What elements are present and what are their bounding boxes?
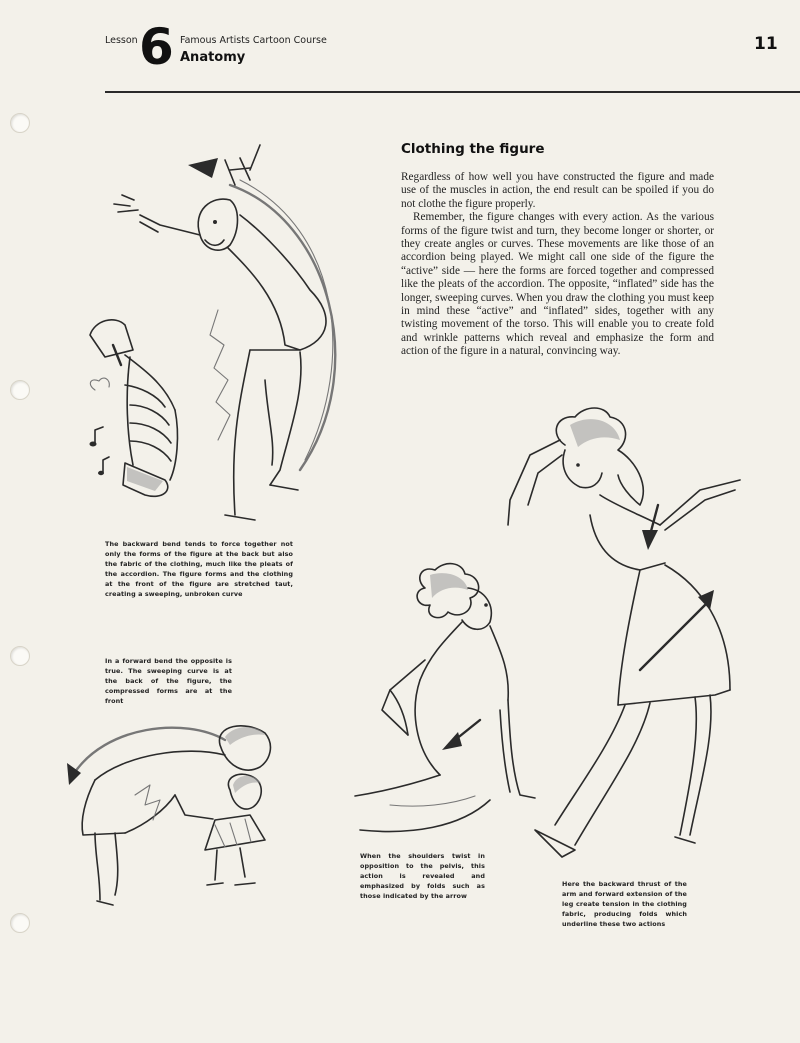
binder-hole-2 [10, 380, 30, 400]
caption-backward-thrust: Here the backward thrust of the arm and forward extension of the leg create tension in the clothing fabric, producing folds which underline these two actions [562, 880, 687, 928]
caption-backward-bend: The backward bend tends to force together not only the forms of the figure at the back but also the fabric of the clothing, much like the pleats of the accordion. The figure forms and the clothing at the front of the figure are stretched taut, creating a sweeping, unbroken curve [105, 540, 293, 598]
article-paragraph-1: Regardless of how well you have constructed the figure and made use of the muscles in action, the end result can be spoiled if you do not clothe the figure properly. [401, 171, 714, 210]
article-paragraph-2: Remember, the figure changes with every action. As the various forms of the figure twist and turn, they become longer or shorter, or they create angles or curves. These movements are like those of an accordion being played. We might call one side of the figure the “active” side — here the forms are forced together and compressed like the pleats of the accordion. The opposite, “inflated” side has the longer, sweeping curves. When you draw the clothing you must keep in mind these “active” and “inflated” sides, together with any twisting movement of the torso. This will enable you to create fold and wrinkle patterns which reveal and emphasize the form and action of the figure in a natural, convincing way. [401, 211, 714, 358]
page-subject: Anatomy [180, 50, 246, 65]
accordion-illustration [85, 315, 195, 500]
article-body [401, 171, 714, 359]
lesson-number: 6 [139, 18, 174, 76]
page-header [105, 18, 800, 92]
lesson-label: Lesson [105, 35, 138, 46]
binder-hole-3 [10, 646, 30, 666]
binder-hole-4 [10, 913, 30, 933]
caption-shoulders-twist: When the shoulders twist in opposition to the pelvis, this action is revealed and emphasized by folds such as those indicated by the arrow [360, 852, 485, 900]
section-heading: Clothing the figure [401, 141, 545, 157]
course-title: Famous Artists Cartoon Course [180, 35, 327, 46]
page-number: 11 [754, 34, 778, 54]
caption-forward-bend: In a forward bend the opposite is true. The sweeping curve is at the back of the figure, the compressed forms are at the front [105, 657, 232, 705]
standing-woman-stretch-illustration [500, 405, 760, 865]
woman-forward-bend-illustration [65, 715, 285, 910]
header-rule [105, 91, 800, 93]
binder-hole-1 [10, 113, 30, 133]
